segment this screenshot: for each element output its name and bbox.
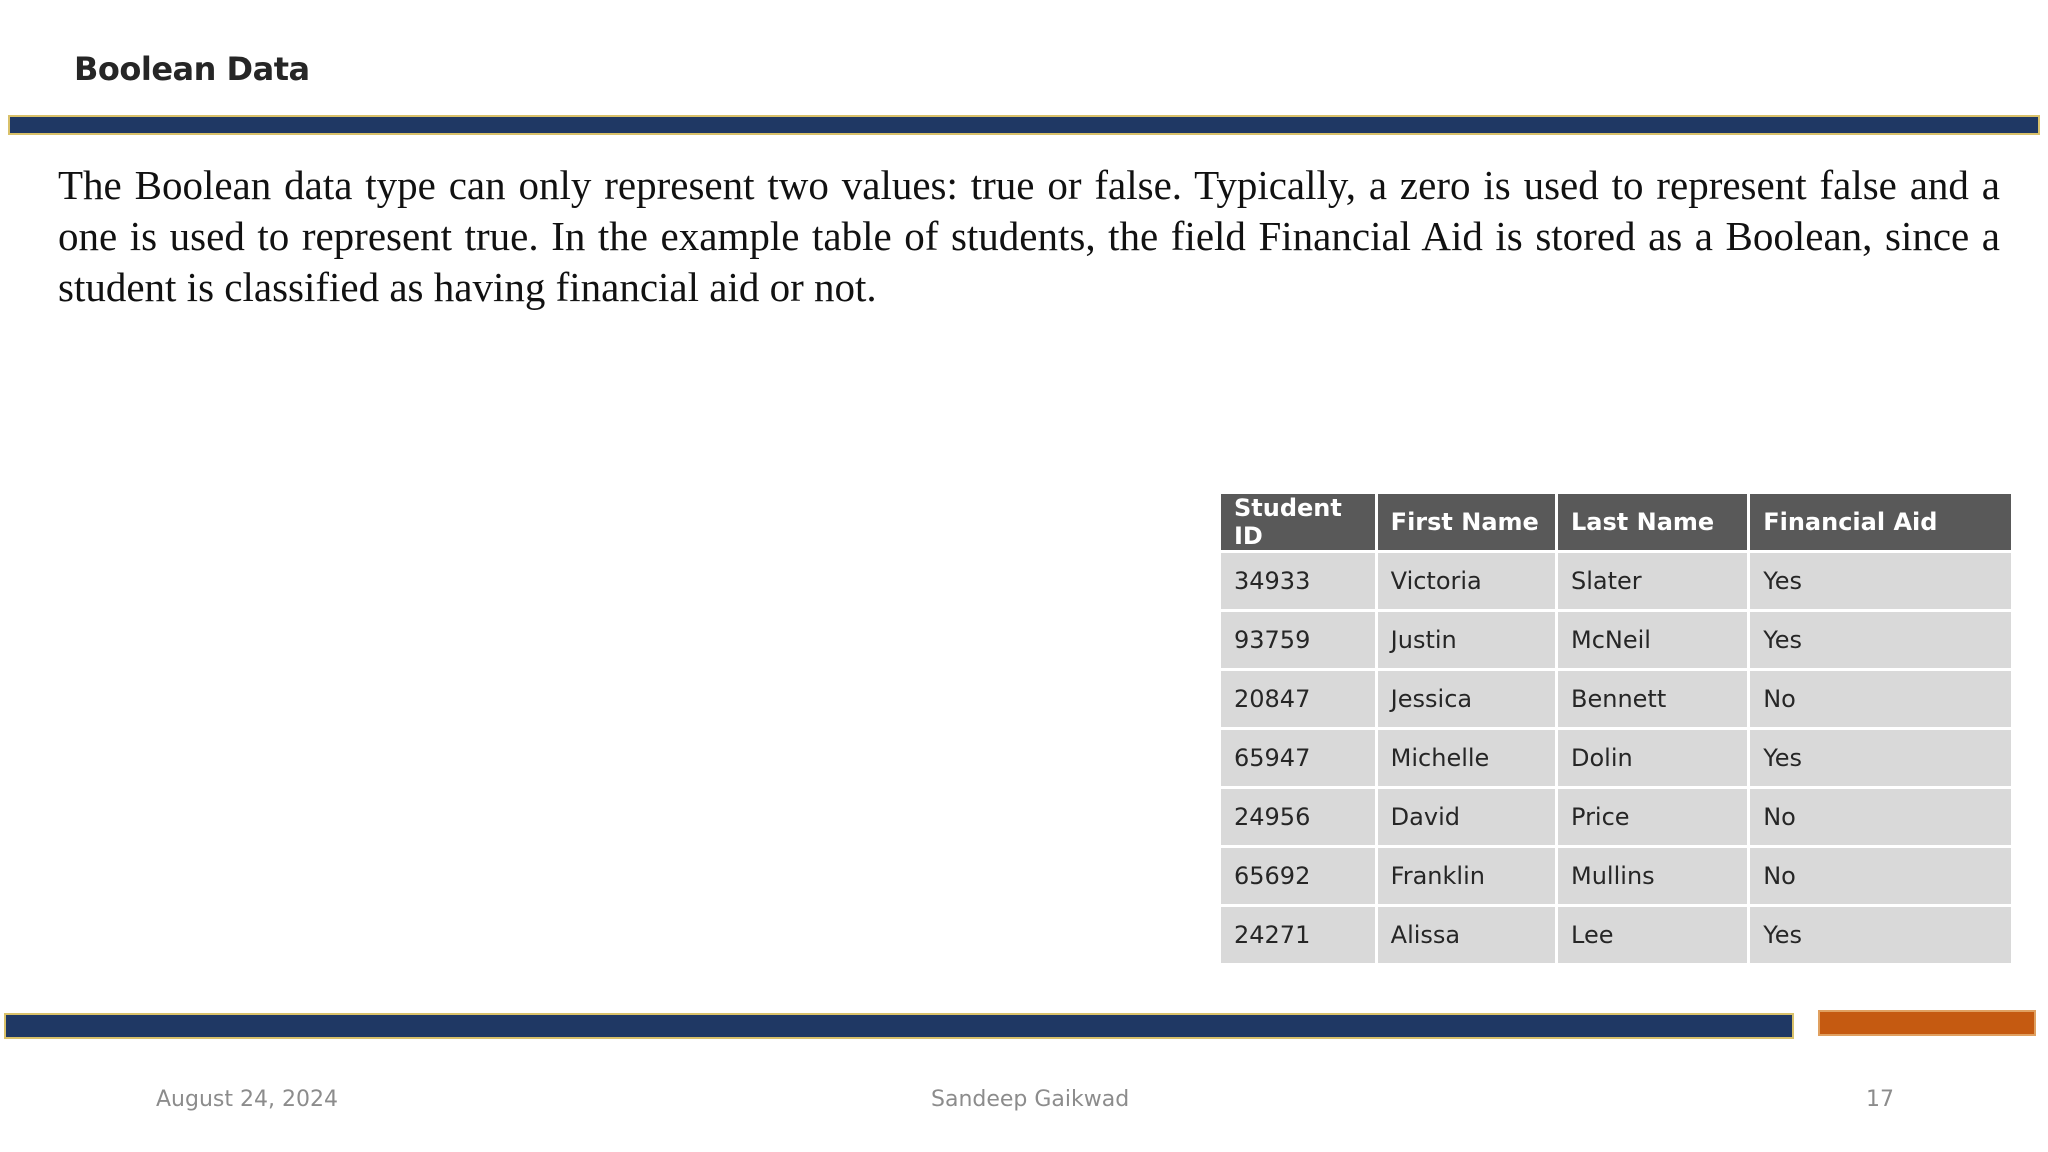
footer-accent-bar — [1818, 1010, 2036, 1036]
cell-student-id: 24271 — [1221, 907, 1375, 963]
table-row — [1221, 848, 2011, 904]
cell-last-name: Bennett — [1558, 671, 1747, 727]
table-row — [1221, 789, 2011, 845]
cell-student-id: 65947 — [1221, 730, 1375, 786]
table-row — [1221, 553, 2011, 609]
header-student-id: Student ID — [1221, 494, 1375, 550]
cell-student-id: 20847 — [1221, 671, 1375, 727]
cell-student-id: 34933 — [1221, 553, 1375, 609]
cell-financial-aid: Yes — [1750, 612, 2011, 668]
cell-first-name: Justin — [1378, 612, 1555, 668]
header-first-name: First Name — [1378, 494, 1555, 550]
footer-date: August 24, 2024 — [156, 1087, 338, 1112]
table-row — [1221, 671, 2011, 727]
cell-financial-aid: No — [1750, 789, 2011, 845]
cell-financial-aid: Yes — [1750, 553, 2011, 609]
cell-first-name: Alissa — [1378, 907, 1555, 963]
cell-financial-aid: Yes — [1750, 730, 2011, 786]
table-row — [1221, 612, 2011, 668]
cell-last-name: Slater — [1558, 553, 1747, 609]
header-last-name: Last Name — [1558, 494, 1747, 550]
cell-first-name: Jessica — [1378, 671, 1555, 727]
cell-last-name: Price — [1558, 789, 1747, 845]
cell-first-name: Victoria — [1378, 553, 1555, 609]
footer-author: Sandeep Gaikwad — [931, 1087, 1130, 1112]
cell-student-id: 24956 — [1221, 789, 1375, 845]
footer-divider — [4, 1013, 1794, 1039]
table-header-row — [1221, 494, 2011, 550]
cell-last-name: Dolin — [1558, 730, 1747, 786]
cell-first-name: Franklin — [1378, 848, 1555, 904]
cell-student-id: 65692 — [1221, 848, 1375, 904]
cell-financial-aid: No — [1750, 671, 2011, 727]
cell-student-id: 93759 — [1221, 612, 1375, 668]
header-financial-aid: Financial Aid — [1750, 494, 2011, 550]
page-number: 17 — [1866, 1087, 1894, 1112]
slide-title: Boolean Data — [74, 50, 310, 88]
cell-last-name: Lee — [1558, 907, 1747, 963]
cell-financial-aid: Yes — [1750, 907, 2011, 963]
cell-last-name: Mullins — [1558, 848, 1747, 904]
cell-last-name: McNeil — [1558, 612, 1747, 668]
cell-first-name: Michelle — [1378, 730, 1555, 786]
title-divider — [8, 115, 2040, 135]
cell-first-name: David — [1378, 789, 1555, 845]
cell-financial-aid: No — [1750, 848, 2011, 904]
students-table — [1218, 491, 2014, 966]
body-paragraph: The Boolean data type can only represent two values: true or false. Typically, a zero is used to represent false and a one is used to represent true. In the example table of students, the field Financial Aid is stored as a Boolean, since a student is classified as having financial aid or not. — [58, 162, 2000, 310]
table-row — [1221, 907, 2011, 963]
table-row — [1221, 730, 2011, 786]
